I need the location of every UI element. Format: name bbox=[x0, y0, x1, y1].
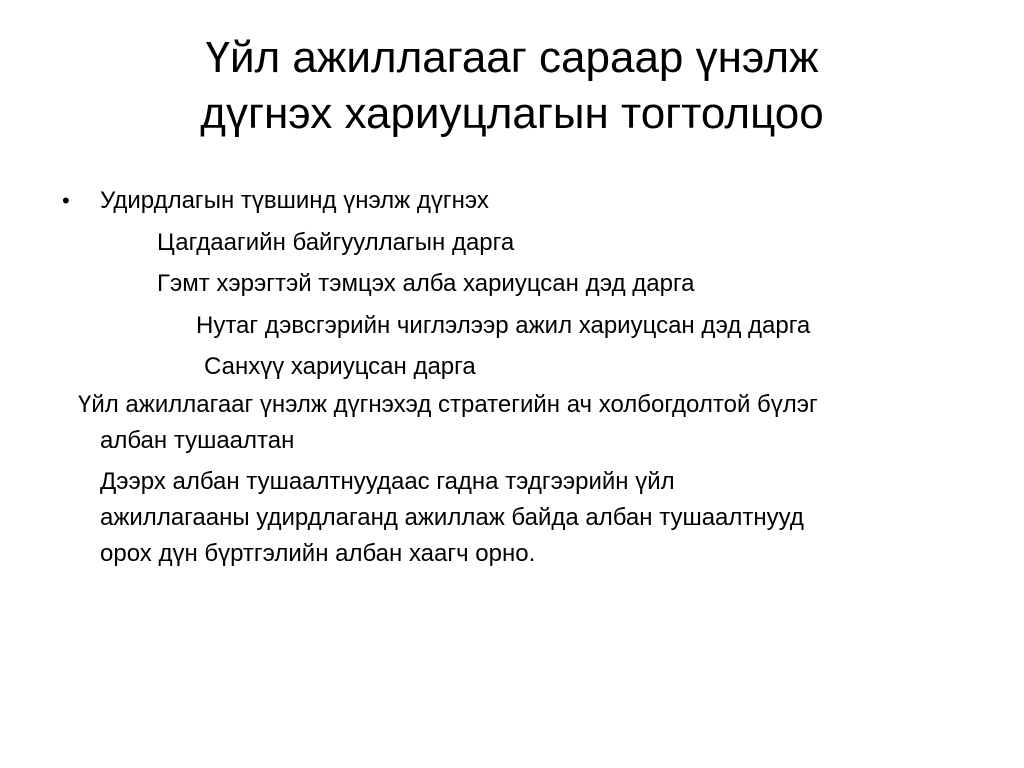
title-line-2: дүгнэх хариуцлагын тогтолцоо bbox=[200, 89, 824, 138]
item-police-chief: Цагдаагийн байгууллагын дарга bbox=[157, 229, 515, 256]
bullet-dot-icon: • bbox=[62, 188, 70, 213]
paragraph1-line-2: албан тушаалтан bbox=[100, 427, 295, 454]
paragraph-strategic-officials bbox=[78, 387, 818, 459]
slide-title bbox=[40, 30, 984, 142]
item-crime-deputy: Гэмт хэрэгтэй тэмцэх алба хариуцсан дэд дарга bbox=[157, 270, 695, 297]
item-management-level: Удирдлагын түвшинд үнэлж дүгнэх bbox=[100, 187, 489, 214]
item-territory-deputy: Нутаг дэвсгэрийн чиглэлээр ажил хариуцсан дэд дарга bbox=[196, 312, 811, 339]
paragraph2-line-1: Дээрх албан тушаалтнуудаас гадна тэдгээрийн үйл bbox=[100, 468, 675, 495]
item-finance-chief: Санхүү хариуцсан дарга bbox=[204, 353, 476, 380]
title-line-1: Үйл ажиллагааг сараар үнэлж bbox=[205, 33, 819, 82]
paragraph2-line-3: орох дүн бүртгэлийн албан хаагч орно. bbox=[100, 540, 536, 567]
paragraph1-line-1: Үйл ажиллагааг үнэлж дүгнэхэд стратегийн ач холбогдолтой бүлэг bbox=[78, 391, 818, 418]
paragraph-other-officials bbox=[100, 464, 804, 572]
paragraph2-line-2: ажиллагааны удирдлаганд ажиллаж байда албан тушаалтнууд bbox=[100, 504, 804, 531]
